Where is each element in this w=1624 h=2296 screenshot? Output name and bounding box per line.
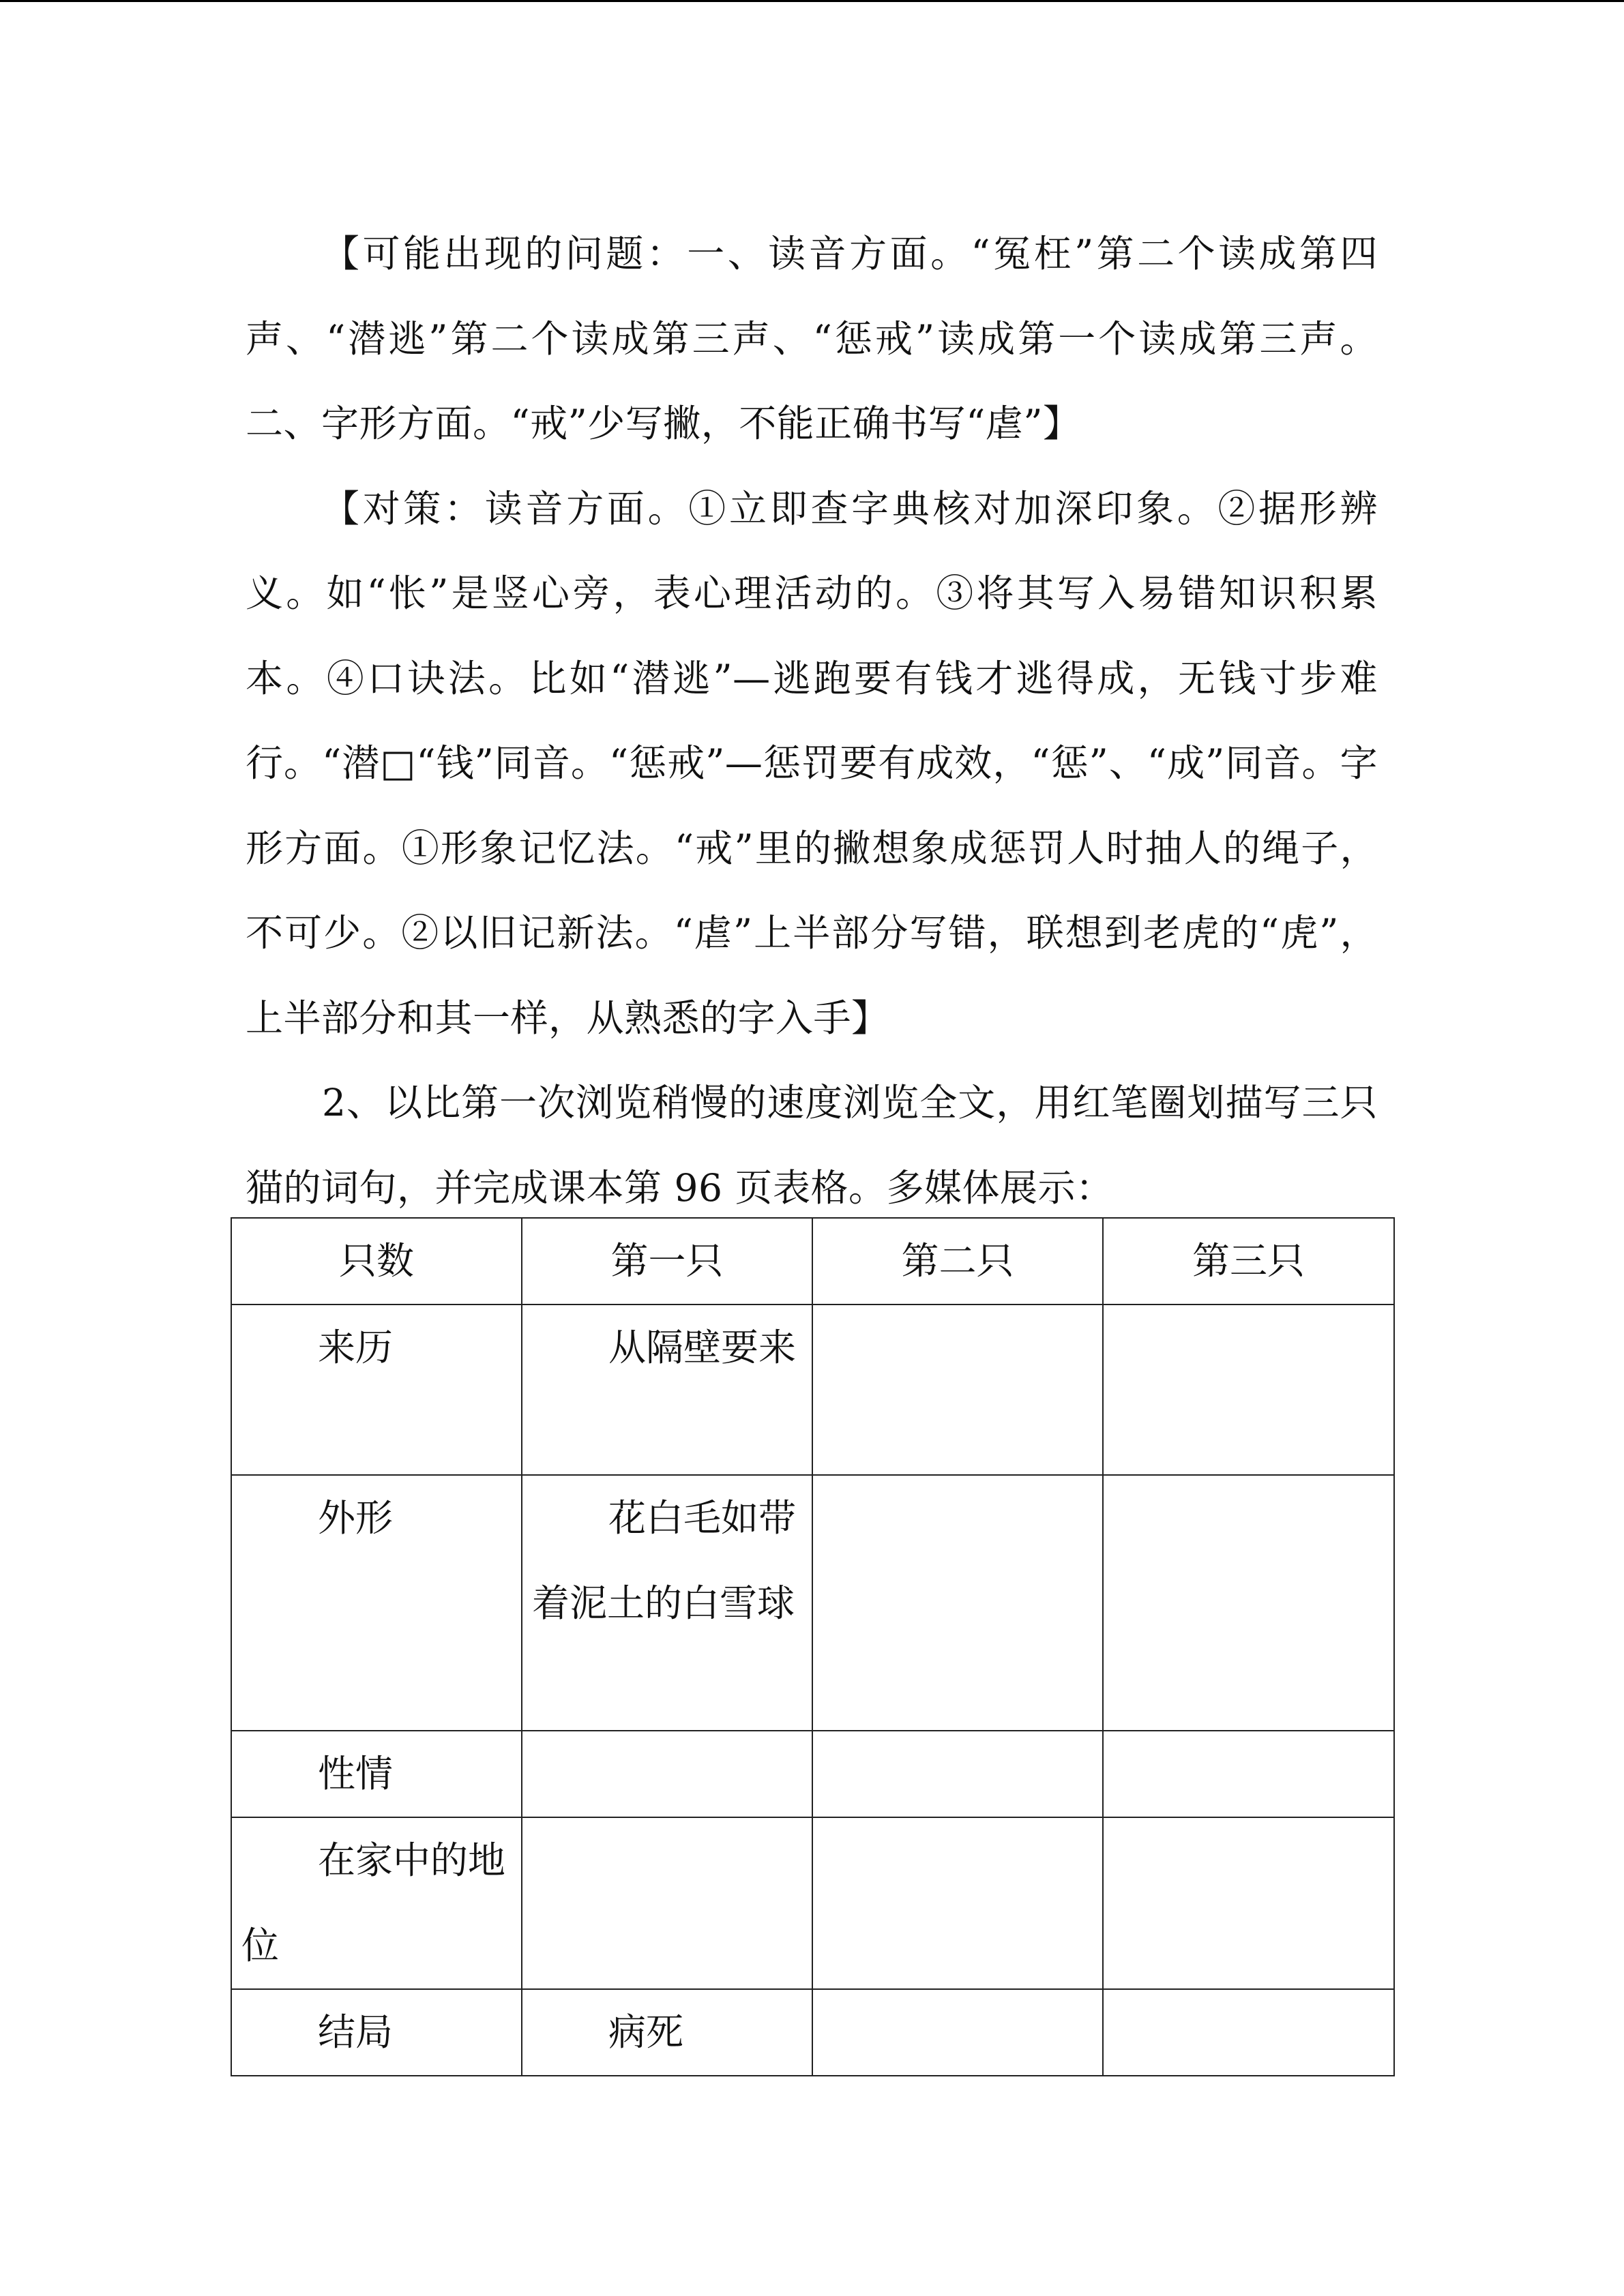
document-body xyxy=(246,211,1378,1230)
three-cats-table xyxy=(231,1217,1395,2076)
row-label-status: 在家中的地位 xyxy=(231,1817,522,1989)
cell-origin-third xyxy=(1103,1304,1394,1475)
cell-ending-first: 病死 xyxy=(522,1989,812,2076)
row-label-ending: 结局 xyxy=(231,1989,522,2076)
cell-temperament-third xyxy=(1103,1731,1394,1817)
table-row xyxy=(231,1475,1394,1731)
table-header-row xyxy=(231,1218,1394,1304)
cell-status-second xyxy=(812,1817,1103,1989)
task-paragraph: 2、以比第一次浏览稍慢的速度浏览全文，用红笔圈划描写三只猫的词句，并完成课本第 96 页表格。多媒体展示： xyxy=(246,1081,1378,1210)
cell-appearance-second xyxy=(812,1475,1103,1731)
cell-ending-second xyxy=(812,1989,1103,2076)
strategies-paragraph: 【对策：读音方面。①立即查字典核对加深印象。②据形辨义。如“怅”是竖心旁，表心理活动的。③将其写入易错知识积累本。④口诀法。比如“潜逃”—逃跑要有钱才逃得成，无钱寸步难行。“潜□“钱”同音。“惩戒”—惩罚要有成效，“惩”、“成”同音。字形方面。①形象记忆法。“戒”里的撇想象成惩罚人时抽人的绳子，不可少。②以旧记新法。“虐”上半部分写错，联想到老虎的“虎”，上半部分和其一样，从熟悉的字入手】 xyxy=(246,486,1378,1040)
row-label-appearance: 外形 xyxy=(231,1475,522,1731)
table-row xyxy=(231,1989,1394,2076)
top-border-line xyxy=(0,0,1624,2)
cell-temperament-first xyxy=(522,1731,812,1817)
header-cell-third: 第三只 xyxy=(1103,1218,1394,1304)
cell-temperament-second xyxy=(812,1731,1103,1817)
row-label-temperament: 性情 xyxy=(231,1731,522,1817)
cell-status-third xyxy=(1103,1817,1394,1989)
cell-ending-third xyxy=(1103,1989,1394,2076)
header-cell-first: 第一只 xyxy=(522,1218,812,1304)
cell-origin-first: 从隔壁要来 xyxy=(522,1304,812,1475)
table-row xyxy=(231,1304,1394,1475)
row-label-origin: 来历 xyxy=(231,1304,522,1475)
cell-status-first xyxy=(522,1817,812,1989)
header-cell-count: 只数 xyxy=(231,1218,522,1304)
header-cell-second: 第二只 xyxy=(812,1218,1103,1304)
problems-paragraph: 【可能出现的问题：一、读音方面。“冤枉”第二个读成第四声、“潜逃”第二个读成第三声、“惩戒”读成第一个读成第三声。二、字形方面。“戒”少写撇，不能正确书写“虐”】 xyxy=(246,232,1378,445)
cell-origin-second xyxy=(812,1304,1103,1475)
cell-appearance-first: 花白毛如带着泥土的白雪球 xyxy=(522,1475,812,1731)
table-row xyxy=(231,1731,1394,1817)
cell-appearance-third xyxy=(1103,1475,1394,1731)
table-row xyxy=(231,1817,1394,1989)
